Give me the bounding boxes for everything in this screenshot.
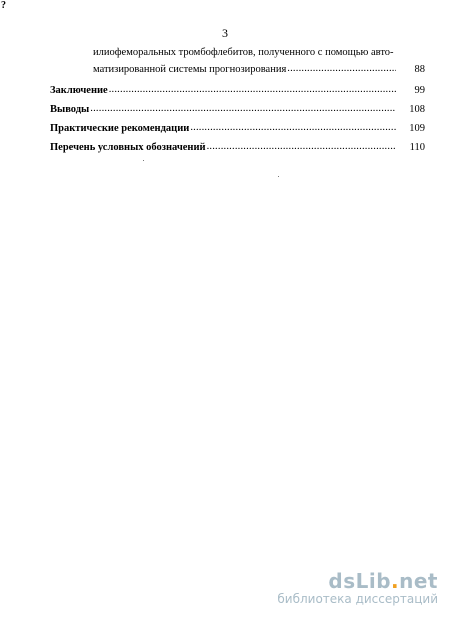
toc-entry-label: Выводы	[50, 104, 90, 115]
toc-page-number: 99	[414, 85, 425, 96]
toc-page-number: 88	[414, 64, 425, 75]
scan-speck	[143, 160, 144, 161]
toc-continuation-line-2	[50, 61, 425, 75]
watermark	[277, 570, 438, 606]
watermark-subtitle: библиотека диссертаций	[277, 592, 438, 606]
toc-page-number: 109	[409, 123, 425, 134]
toc-page-number: 108	[409, 104, 425, 115]
toc-entry-label: Заключение	[50, 85, 108, 96]
toc-continuation-label: матизированной системы прогнозирования	[93, 64, 287, 75]
toc-entry-conclusion	[50, 82, 425, 96]
corner-mark: ?	[1, 0, 6, 11]
page-number: 3	[222, 26, 228, 40]
watermark-logo: dsLib.net	[328, 569, 438, 593]
toc-entry-recommendations	[50, 120, 425, 134]
toc-entry-abbreviations	[50, 139, 425, 153]
toc-leader-dots	[90, 103, 396, 115]
toc-entry-findings	[50, 101, 425, 115]
toc-page-number: 110	[409, 142, 425, 153]
toc-entry-label: Перечень условных обозначений	[50, 142, 206, 153]
toc-leader-dots	[190, 122, 396, 134]
toc-continuation-line-1: илиофеморальных тромбофлебитов, полученного с помощью авто-	[93, 47, 394, 58]
toc-leader-dots	[207, 141, 396, 153]
toc-leader-dots	[287, 63, 396, 75]
toc-entry-label: Практические рекомендации	[50, 123, 190, 134]
scan-speck	[278, 176, 279, 177]
toc-leader-dots	[109, 84, 396, 96]
